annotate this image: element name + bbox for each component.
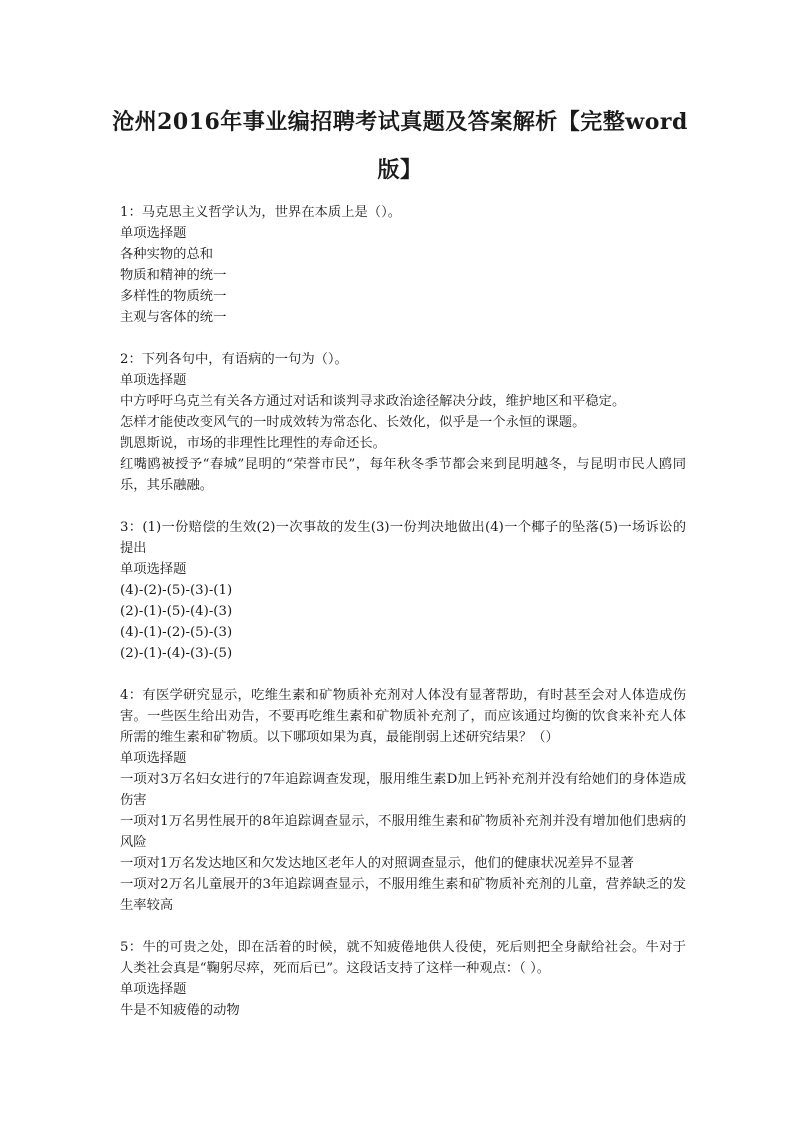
option-text: 一项对3万名妇女进行的7年追踪调查发现，服用维生素D加上钙补充剂并没有给她们的身体造成伤害 xyxy=(120,772,686,808)
question-stem: 3：(1)一份赔偿的生效(2)一次事故的发生(3)一份判决地做出(4)一个椰子的坠落(5)一场诉讼的提出 xyxy=(120,520,686,556)
question-type: 单项选择题 xyxy=(120,226,187,241)
option-text: 红嘴鸥被授予“春城”昆明的“荣誉市民”，每年秋冬季节都会来到昆明越冬，与昆明市民人鸥同乐，其乐融融。 xyxy=(120,457,686,493)
option-text: 怎样才能使改变风气的一时成效转为常态化、长效化，似乎是一个永恒的课题。 xyxy=(120,415,586,430)
option-text: 一项对1万名男性展开的8年追踪调查显示，不服用维生素和矿物质补充剂并没有增加他们患病的风险 xyxy=(120,814,686,850)
question-stem: 1：马克思主义哲学认为，世界在本质上是（）。 xyxy=(120,205,402,220)
question-type: 单项选择题 xyxy=(120,562,187,577)
question-stem: 2：下列各句中，有语病的一句为（）。 xyxy=(120,352,348,367)
question-3 xyxy=(120,517,686,664)
option-text: 牛是不知疲倦的动物 xyxy=(120,1003,240,1018)
question-2 xyxy=(120,349,686,496)
question-type: 单项选择题 xyxy=(120,751,187,766)
option-text: (4)-(1)-(2)-(5)-(3) xyxy=(120,625,233,640)
option-text: 一项对1万名发达地区和欠发达地区老年人的对照调查显示，他们的健康状况差异不显著 xyxy=(120,856,634,871)
question-type: 单项选择题 xyxy=(120,373,187,388)
question-5 xyxy=(120,937,686,1021)
option-text: (4)-(2)-(5)-(3)-(1) xyxy=(120,583,233,598)
option-text: 凯恩斯说，市场的非理性比理性的寿命还长。 xyxy=(120,436,386,451)
question-stem: 4：有医学研究显示，吃维生素和矿物质补充剂对人体没有显著帮助，有时甚至会对人体造成伤害。一些医生给出劝告，不要再吃维生素和矿物质补充剂了，而应该通过均衡的饮食来补充人体所需的维生素和矿物质。以下哪项如果为真，最能削弱上述研究结果？（） xyxy=(120,688,686,745)
option-text: 一项对2万名儿童展开的3年追踪调查显示，不服用维生素和矿物质补充剂的儿童，营养缺乏的发生率较高 xyxy=(120,877,686,913)
question-type: 单项选择题 xyxy=(120,982,187,997)
question-stem: 5：牛的可贵之处，即在活着的时候，就不知疲倦地供人役使，死后则把全身献给社会。牛对于人类社会真是“鞠躬尽瘁，死而后已”。这段话支持了这样一种观点：（ ）。 xyxy=(120,940,686,976)
option-text: (2)-(1)-(4)-(3)-(5) xyxy=(120,646,233,661)
option-text: (2)-(1)-(5)-(4)-(3) xyxy=(120,604,233,619)
option-text: 各种实物的总和 xyxy=(120,247,214,262)
question-4 xyxy=(120,685,686,916)
option-text: 主观与客体的统一 xyxy=(120,310,227,325)
option-text: 中方呼吁乌克兰有关各方通过对话和谈判寻求政治途径解决分歧，维护地区和平稳定。 xyxy=(120,394,626,409)
option-text: 物质和精神的统一 xyxy=(120,268,227,283)
question-list xyxy=(120,202,686,1042)
document-title: 沧州2016年事业编招聘考试真题及答案解析【完整word版】 xyxy=(112,109,688,183)
option-text: 多样性的物质统一 xyxy=(120,289,227,304)
question-1 xyxy=(120,202,686,328)
